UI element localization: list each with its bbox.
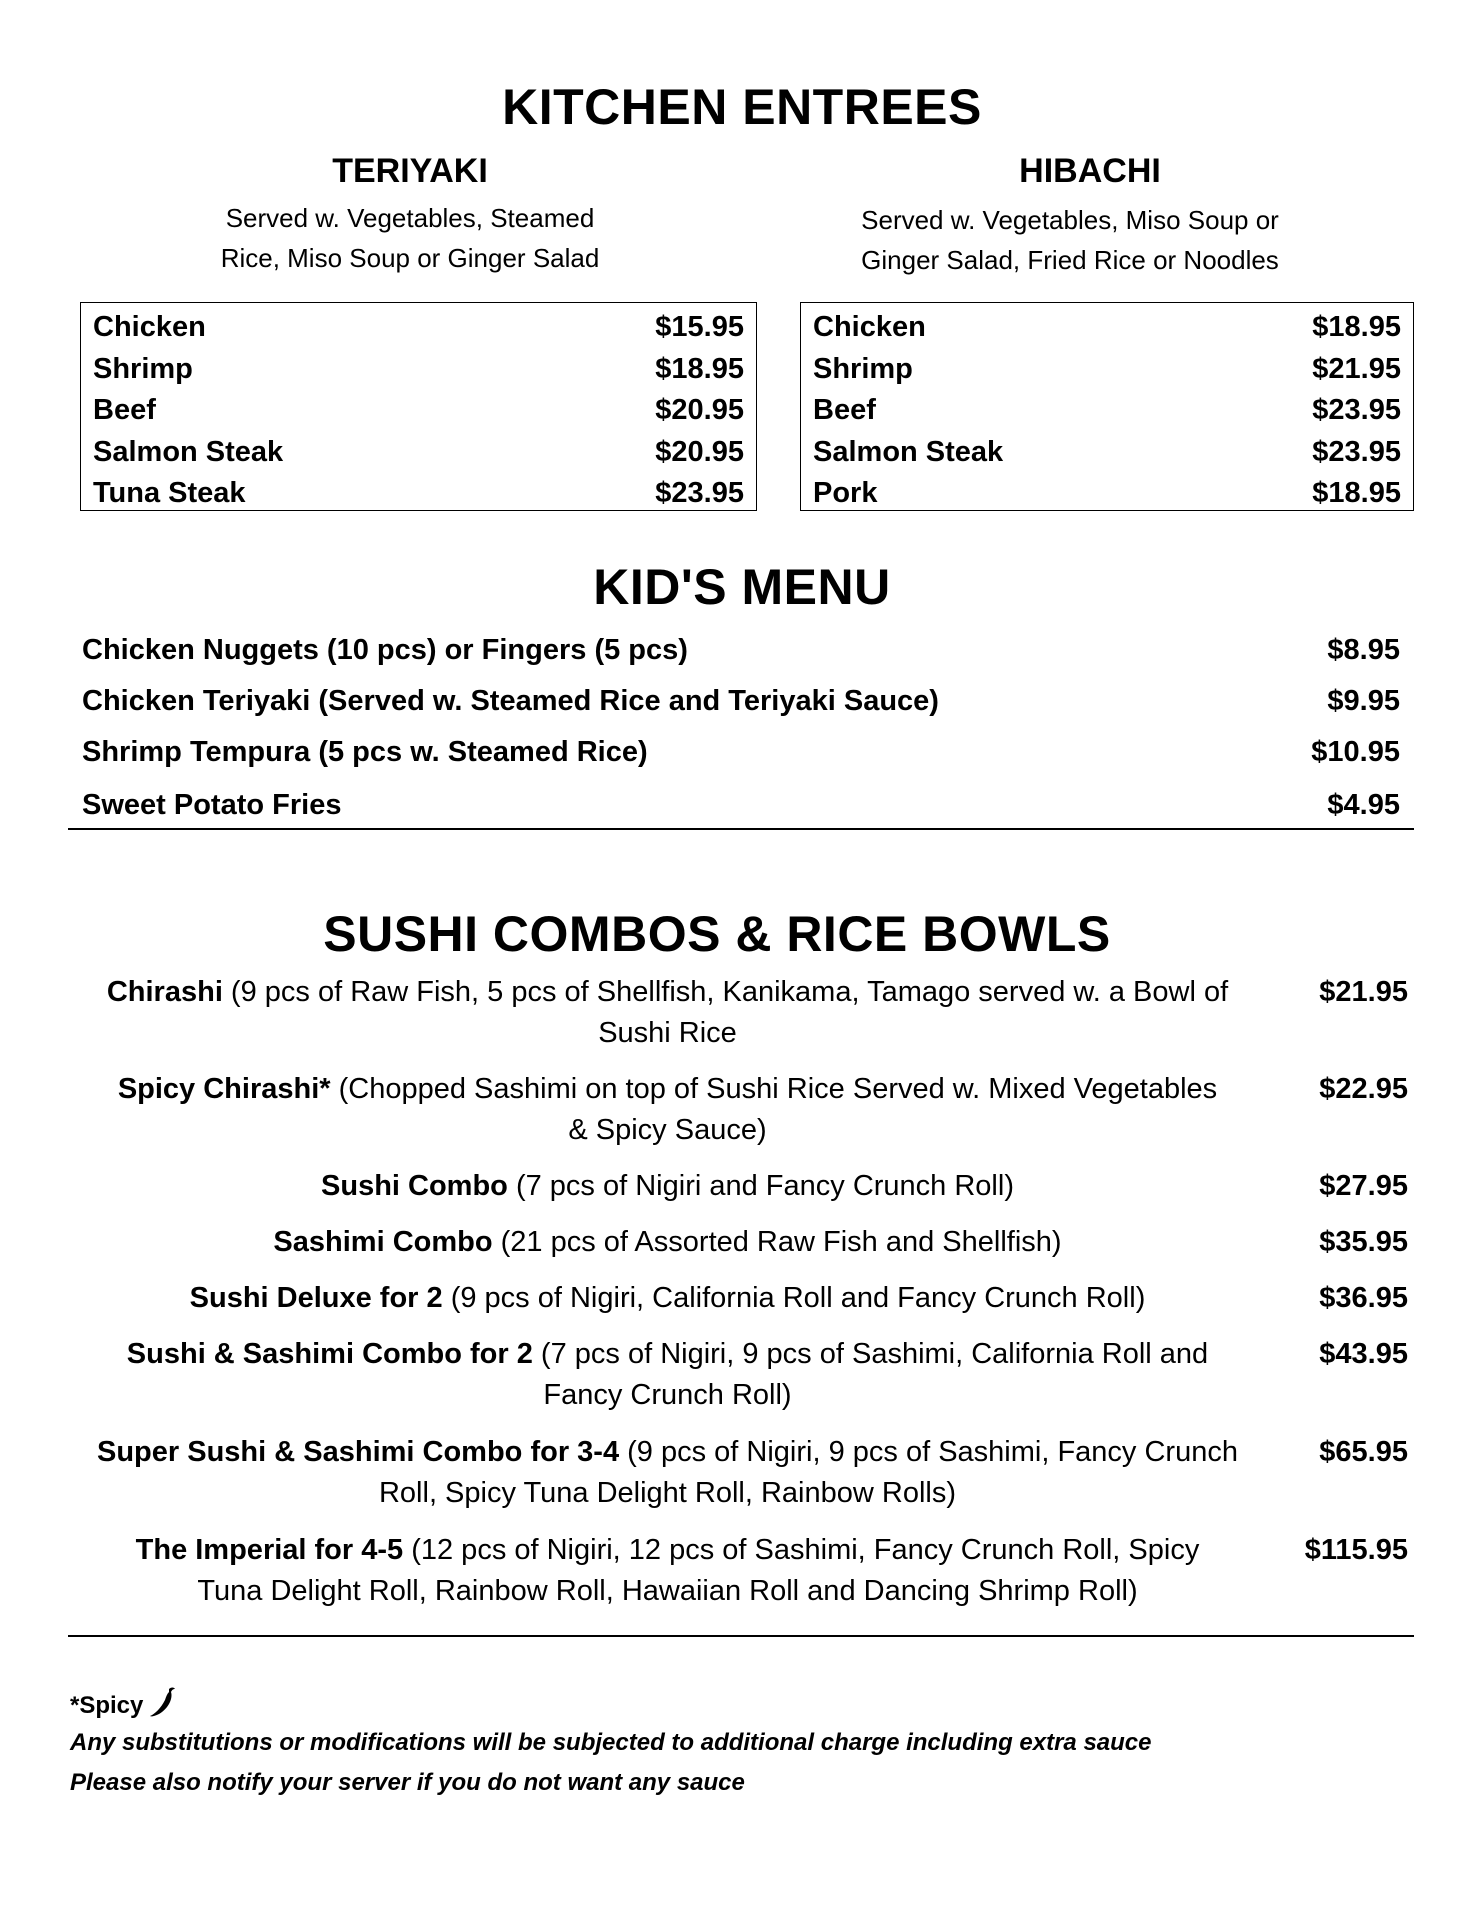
substitution-note: Any substitutions or modifications will be subjected to additional charge including extra sauce [70, 1729, 1152, 1756]
item-description [70, 1432, 1265, 1514]
item-price: $27.95 [1319, 1170, 1408, 1202]
item-price: $20.95 [655, 394, 744, 426]
item-price: $10.95 [1311, 736, 1400, 768]
item-name: The Imperial for 4-5 [135, 1534, 404, 1566]
item-price: $9.95 [1327, 685, 1400, 717]
item-name: Chicken [93, 311, 206, 343]
item-name: Shrimp [813, 352, 913, 385]
item-description [70, 1069, 1265, 1151]
list-item [813, 349, 1401, 391]
list-item [82, 736, 1400, 769]
item-name: Beef [813, 394, 876, 426]
teriyaki-desc-line: Rice, Miso Soup or Ginger Salad [220, 243, 600, 273]
kids-menu-heading: KID'S MENU [593, 559, 891, 615]
list-item [93, 349, 744, 391]
item-price: $43.95 [1319, 1338, 1408, 1370]
list-item [813, 432, 1401, 474]
hibachi-description [780, 200, 1360, 280]
list-item [70, 1278, 1408, 1319]
item-desc-line: Tuna Delight Roll, Rainbow Roll, Hawaiian Roll and Dancing Shrimp Roll) [197, 1575, 1138, 1607]
item-name: Pork [813, 477, 878, 509]
list-item [93, 390, 744, 432]
item-name: Sushi Deluxe for 2 [189, 1282, 443, 1314]
list-item [93, 432, 744, 474]
list-item [70, 1334, 1408, 1416]
hibachi-heading: HIBACHI [1019, 152, 1161, 190]
item-price: $65.95 [1319, 1436, 1408, 1468]
list-item [70, 972, 1408, 1054]
item-price: $4.95 [1327, 789, 1400, 821]
item-desc-line: (12 pcs of Nigiri, 12 pcs of Sashimi, Fancy Crunch Roll, Spicy [403, 1534, 1200, 1566]
list-item [70, 1166, 1408, 1207]
sauce-note: Please also notify your server if you do not want any sauce [70, 1769, 745, 1796]
hibachi-price-box [800, 302, 1414, 511]
list-item [82, 789, 1400, 822]
item-price: $35.95 [1319, 1226, 1408, 1258]
item-price: $15.95 [655, 311, 744, 343]
item-name: Chicken Nuggets (10 pcs) or Fingers (5 pcs) [82, 634, 688, 666]
list-item [70, 1530, 1408, 1612]
item-price: $18.95 [655, 352, 744, 385]
item-desc-line: (9 pcs of Nigiri, 9 pcs of Sashimi, Fancy Crunch [619, 1436, 1238, 1468]
item-price: $36.95 [1319, 1282, 1408, 1314]
item-name: Spicy Chirashi* [117, 1073, 331, 1105]
item-description [70, 1166, 1265, 1207]
item-name: Shrimp [93, 352, 193, 385]
item-desc-line: (7 pcs of Nigiri, 9 pcs of Sashimi, California Roll and [532, 1338, 1209, 1370]
item-price: $20.95 [655, 435, 744, 468]
list-item [93, 473, 744, 515]
item-name: Super Sushi & Sashimi Combo for 3-4 [97, 1436, 620, 1468]
teriyaki-desc-line: Served w. Vegetables, Steamed [225, 203, 595, 233]
item-description [70, 972, 1265, 1054]
list-item [93, 307, 744, 349]
item-name: Tuna Steak [93, 477, 246, 509]
item-price: $115.95 [1304, 1534, 1408, 1566]
divider [68, 828, 1414, 830]
item-name: Beef [93, 394, 156, 426]
list-item [70, 1432, 1408, 1514]
list-item [813, 473, 1401, 515]
teriyaki-price-box [80, 302, 757, 511]
hibachi-desc-line: Served w. Vegetables, Miso Soup or [861, 205, 1279, 235]
item-desc-line: (21 pcs of Assorted Raw Fish and Shellfish) [492, 1226, 1062, 1258]
list-item [70, 1222, 1408, 1263]
item-price: $23.95 [1312, 394, 1401, 426]
item-price: $8.95 [1327, 634, 1400, 666]
item-name: Sashimi Combo [273, 1226, 493, 1258]
item-name: Chirashi [106, 976, 223, 1008]
hibachi-desc-line: Ginger Salad, Fried Rice or Noodles [861, 245, 1279, 275]
sushi-combos-heading: SUSHI COMBOS & RICE BOWLS [323, 906, 1111, 962]
item-name: Shrimp Tempura (5 pcs w. Steamed Rice) [82, 736, 648, 768]
page-title: KITCHEN ENTREES [502, 79, 982, 135]
list-item [82, 685, 1400, 718]
item-name: Sushi & Sashimi Combo for 2 [126, 1338, 533, 1370]
item-name: Sushi Combo [321, 1170, 508, 1202]
list-item [82, 634, 1400, 667]
teriyaki-description [130, 198, 690, 278]
spicy-label: *Spicy [70, 1691, 144, 1719]
spicy-legend [70, 1686, 179, 1727]
item-desc-line: (7 pcs of Nigiri and Fancy Crunch Roll) [507, 1170, 1014, 1202]
item-price: $23.95 [655, 477, 744, 509]
item-price: $18.95 [1312, 311, 1401, 343]
divider [68, 1635, 1414, 1637]
item-description [70, 1278, 1265, 1319]
item-desc-line: (Chopped Sashimi on top of Sushi Rice Served w. Mixed Vegetables [330, 1073, 1218, 1105]
item-name: Chicken Teriyaki (Served w. Steamed Rice and Teriyaki Sauce) [82, 685, 939, 717]
item-name: Chicken [813, 311, 926, 343]
item-price: $21.95 [1319, 976, 1408, 1008]
chili-pepper-icon [149, 1686, 179, 1727]
item-desc-line: Sushi Rice [598, 1017, 737, 1049]
item-desc-line: (9 pcs of Nigiri, California Roll and Fancy Crunch Roll) [442, 1282, 1146, 1314]
item-description [70, 1530, 1265, 1612]
item-name: Sweet Potato Fries [82, 789, 342, 821]
item-description [70, 1222, 1265, 1263]
item-description [70, 1334, 1265, 1416]
item-price: $22.95 [1319, 1073, 1408, 1105]
item-desc-line: & Spicy Sauce) [568, 1114, 767, 1146]
item-desc-line: Fancy Crunch Roll) [543, 1379, 792, 1411]
item-price: $21.95 [1312, 352, 1401, 385]
teriyaki-heading: TERIYAKI [332, 152, 488, 190]
item-price: $18.95 [1312, 477, 1401, 509]
list-item [70, 1069, 1408, 1151]
list-item [813, 307, 1401, 349]
list-item [813, 390, 1401, 432]
item-name: Salmon Steak [813, 435, 1004, 468]
item-name: Salmon Steak [93, 435, 284, 468]
item-desc-line: (9 pcs of Raw Fish, 5 pcs of Shellfish, Kanikama, Tamago served w. a Bowl of [222, 976, 1229, 1008]
item-desc-line: Roll, Spicy Tuna Delight Roll, Rainbow Rolls) [378, 1477, 956, 1509]
item-price: $23.95 [1312, 435, 1401, 468]
